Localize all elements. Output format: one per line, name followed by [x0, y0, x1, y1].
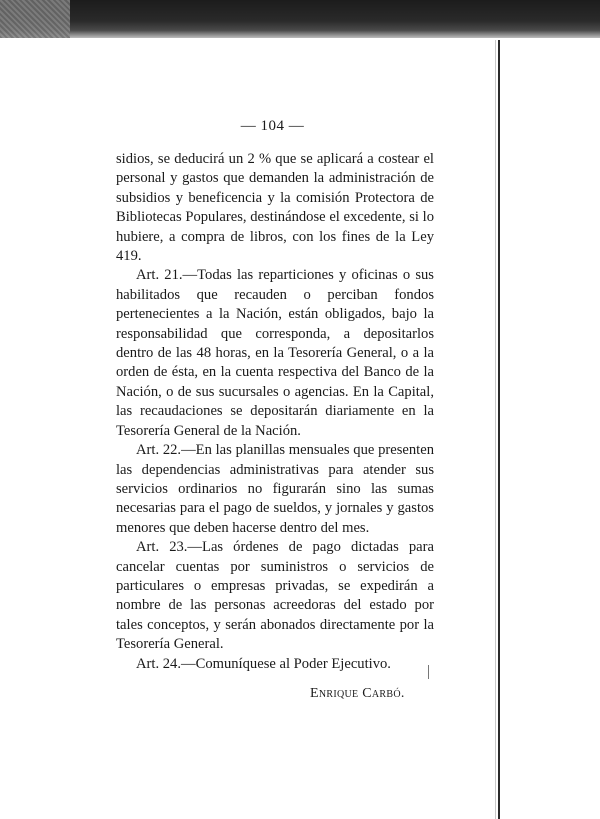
scan-top-shadow: [0, 0, 600, 38]
paragraph-continuation: sidios, se deducirá un 2 % que se aplicará a costear el personal y gastos que demanden la administración de subsidios y beneficencia y la comisión Protectora de Bibliotecas Populares, destinándose el excedente, si lo hubiere, a compra de libros, con los fines de la Ley 419.: [116, 151, 434, 265]
body-text: [116, 150, 434, 674]
paragraph-art-22: Art. 22.—En las planillas mensuales que presenten las dependencias administrativas para atender sus servicios ordinarios no figurarán sino las sumas necesarias para el pago de sueldos, y jornales y gastos menores que deben hacerse dentro del mes.: [116, 442, 434, 536]
paragraph-art-24: Art. 24.—Comuníquese al Poder Ejecutivo.: [136, 655, 391, 672]
signature-name: Enrique Carbó.: [310, 686, 405, 701]
signature: [310, 686, 405, 702]
paragraph-art-21: Art. 21.—Todas las reparticiones y oficinas o sus habilitados que recauden o perciban fondos pertenecientes a la Nación, están obligados, bajo la responsabilidad que corresponda, a depositarlos dentro de las 48 horas, en la Tesorería General, o a la orden de ésta, en la cuenta respectiva del Banco de la Nación, o de sus sucursales o agencias. En la Capital, las recaudaciones se depositarán diariamente en la Tesorería General de la Nación.: [116, 267, 434, 439]
paragraph-art-23: Art. 23.—Las órdenes de pago dictadas para cancelar cuentas por suministros o servicios de particulares o empresas privadas, se expedirán a nombre de las personas acreedoras del estado por tales conceptos, y serán abonados directamente por la Tesorería General.: [116, 539, 434, 653]
scan-speck: [428, 665, 429, 679]
page-edge-line: [498, 40, 500, 819]
scan-corner-texture: [0, 0, 70, 38]
page-edge-line-faint: [495, 40, 496, 819]
page-number: — 104 —: [240, 118, 305, 134]
